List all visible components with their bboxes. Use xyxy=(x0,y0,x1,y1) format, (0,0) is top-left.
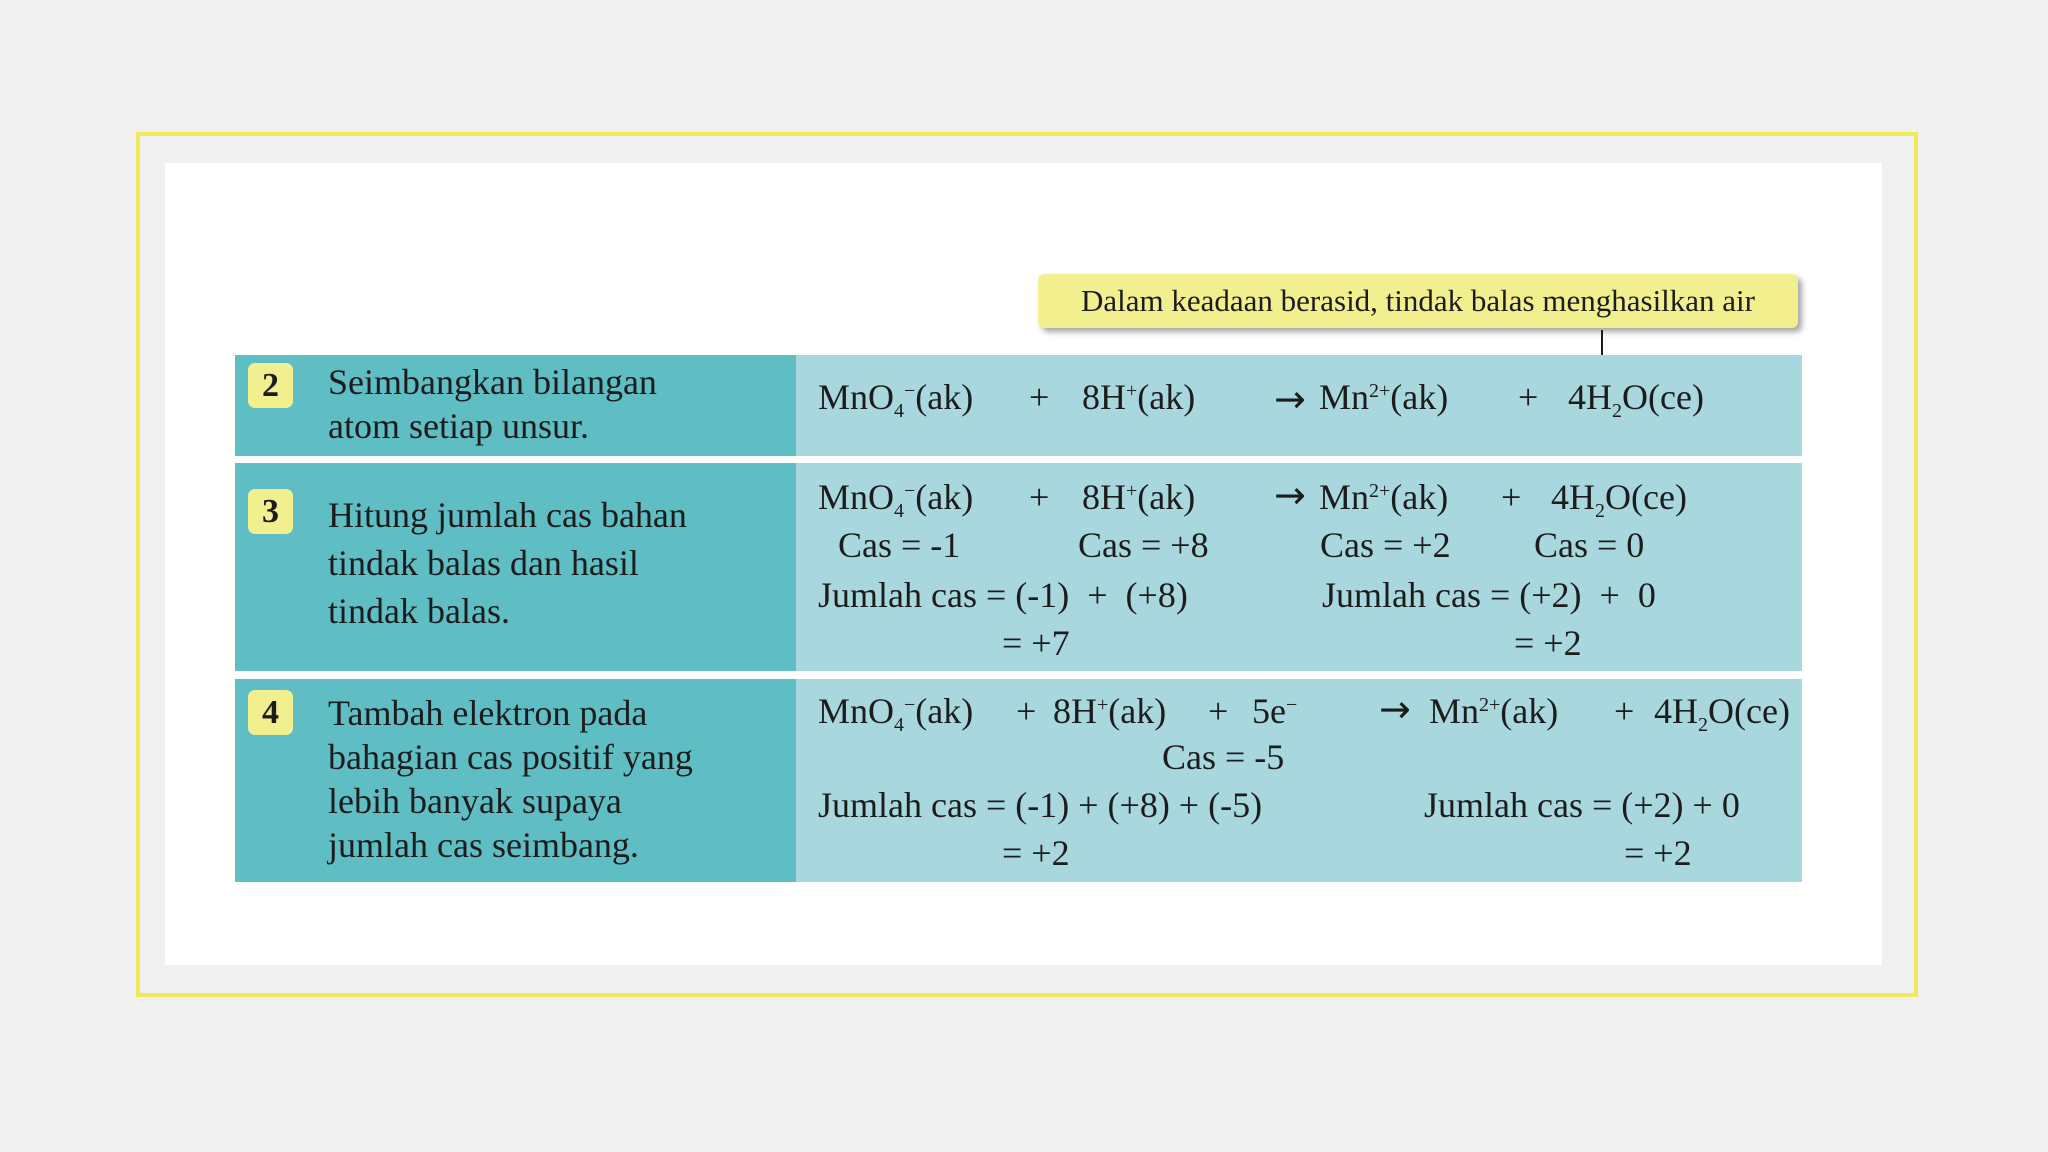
step-3-product-water: $4H_2O(ce)$ xyxy=(1551,477,1687,522)
step-4-electron-charge: Cas = -5 xyxy=(1162,737,1285,777)
step-2-equation-panel xyxy=(796,355,1802,456)
step-2-number-badge: 2 xyxy=(248,363,293,408)
step-3-plus-2: + xyxy=(1501,477,1522,517)
step-3-reactant-hydrogen: 8H+(ak) xyxy=(1082,477,1196,517)
step-4-right-result: = +2 xyxy=(1624,833,1692,873)
step-4-electrons: 5e− xyxy=(1252,691,1298,731)
step-4-reactant-hydrogen: 8H+(ak) xyxy=(1053,691,1167,731)
step-3-product-manganese: $Mn^{2+}(ak)$ xyxy=(1319,477,1449,517)
step-4-desc-line-1: Tambah elektron pada xyxy=(328,693,648,733)
step-3-label-panel xyxy=(235,463,796,671)
step-4-desc-line-4: jumlah cas seimbang. xyxy=(328,825,639,865)
step-2-description xyxy=(328,360,657,448)
step-2-row xyxy=(235,355,1802,456)
step-3-charge-hydrogen: Cas = +8 xyxy=(1078,525,1209,565)
step-3-number-badge: 3 xyxy=(248,489,293,534)
step-2-desc-line-2: atom setiap unsur. xyxy=(328,406,589,446)
step-3-right-result: = +2 xyxy=(1514,623,1582,663)
step-4-right-total: Jumlah cas = (+2) + 0 xyxy=(1424,785,1740,825)
step-3-reactant-permanganate: MnO$_4$−(ak) xyxy=(818,477,974,522)
step-4-desc-line-3: lebih banyak supaya xyxy=(328,781,622,821)
step-2-reactant-hydrogen: 8H+(ak) xyxy=(1082,377,1196,417)
step-4-plus-2: + xyxy=(1208,691,1229,731)
step-4-plus-3: + xyxy=(1614,691,1635,731)
step-2-product-manganese: $Mn^{2+}(ak)$ xyxy=(1319,377,1449,417)
step-3-row xyxy=(235,463,1802,671)
step-4-left-result: = +2 xyxy=(1002,833,1070,873)
step-2-label-panel xyxy=(235,355,796,456)
callout-text: Dalam keadaan berasid, tindak balas menghasilkan air xyxy=(1081,283,1755,318)
step-4-reactant-permanganate: MnO$_4$−(ak) xyxy=(818,691,974,736)
step-3-desc-line-1: Hitung jumlah cas bahan xyxy=(328,495,687,535)
step-4-reaction-arrow: → xyxy=(1379,687,1411,731)
step-3-left-total: Jumlah cas = (-1) + (+8) xyxy=(818,575,1188,615)
step-3-equation-panel xyxy=(796,463,1802,671)
step-4-row xyxy=(235,679,1802,882)
step-3-reaction-arrow: → xyxy=(1274,473,1306,517)
step-4-label-panel xyxy=(235,679,796,882)
step-4-desc-line-2: bahagian cas positif yang xyxy=(328,737,693,777)
step-3-charge-manganese: Cas = +2 xyxy=(1320,525,1451,565)
step-4-description xyxy=(328,691,693,867)
step-2-reactant-permanganate: MnO$_4$−(ak) xyxy=(818,377,974,422)
acidic-condition-callout xyxy=(1038,274,1798,328)
step-3-right-total: Jumlah cas = (+2) + 0 xyxy=(1322,575,1656,615)
step-2-plus-2: + xyxy=(1518,377,1539,417)
step-4-product-water: $4H_2O(ce)$ xyxy=(1654,691,1790,736)
step-3-charge-permanganate: Cas = -1 xyxy=(838,525,961,565)
step-2-reaction-arrow: → xyxy=(1274,377,1306,421)
step-3-plus-1: + xyxy=(1029,477,1050,517)
step-3-description xyxy=(328,491,687,635)
step-4-plus-1: + xyxy=(1016,691,1037,731)
step-2-desc-line-1: Seimbangkan bilangan xyxy=(328,362,657,402)
step-3-desc-line-3: tindak balas. xyxy=(328,591,510,631)
step-4-equation-panel xyxy=(796,679,1802,882)
step-3-left-result: = +7 xyxy=(1002,623,1070,663)
step-4-number-badge: 4 xyxy=(248,690,293,735)
step-4-product-manganese: $Mn^{2+}(ak)$ xyxy=(1429,691,1559,731)
step-2-plus-1: + xyxy=(1029,377,1050,417)
step-4-left-total: Jumlah cas = (-1) + (+8) + (-5) xyxy=(818,785,1263,825)
step-3-charge-water: Cas = 0 xyxy=(1534,525,1645,565)
step-2-product-water: $4H_2O(ce)$ xyxy=(1568,377,1704,422)
step-3-desc-line-2: tindak balas dan hasil xyxy=(328,543,639,583)
